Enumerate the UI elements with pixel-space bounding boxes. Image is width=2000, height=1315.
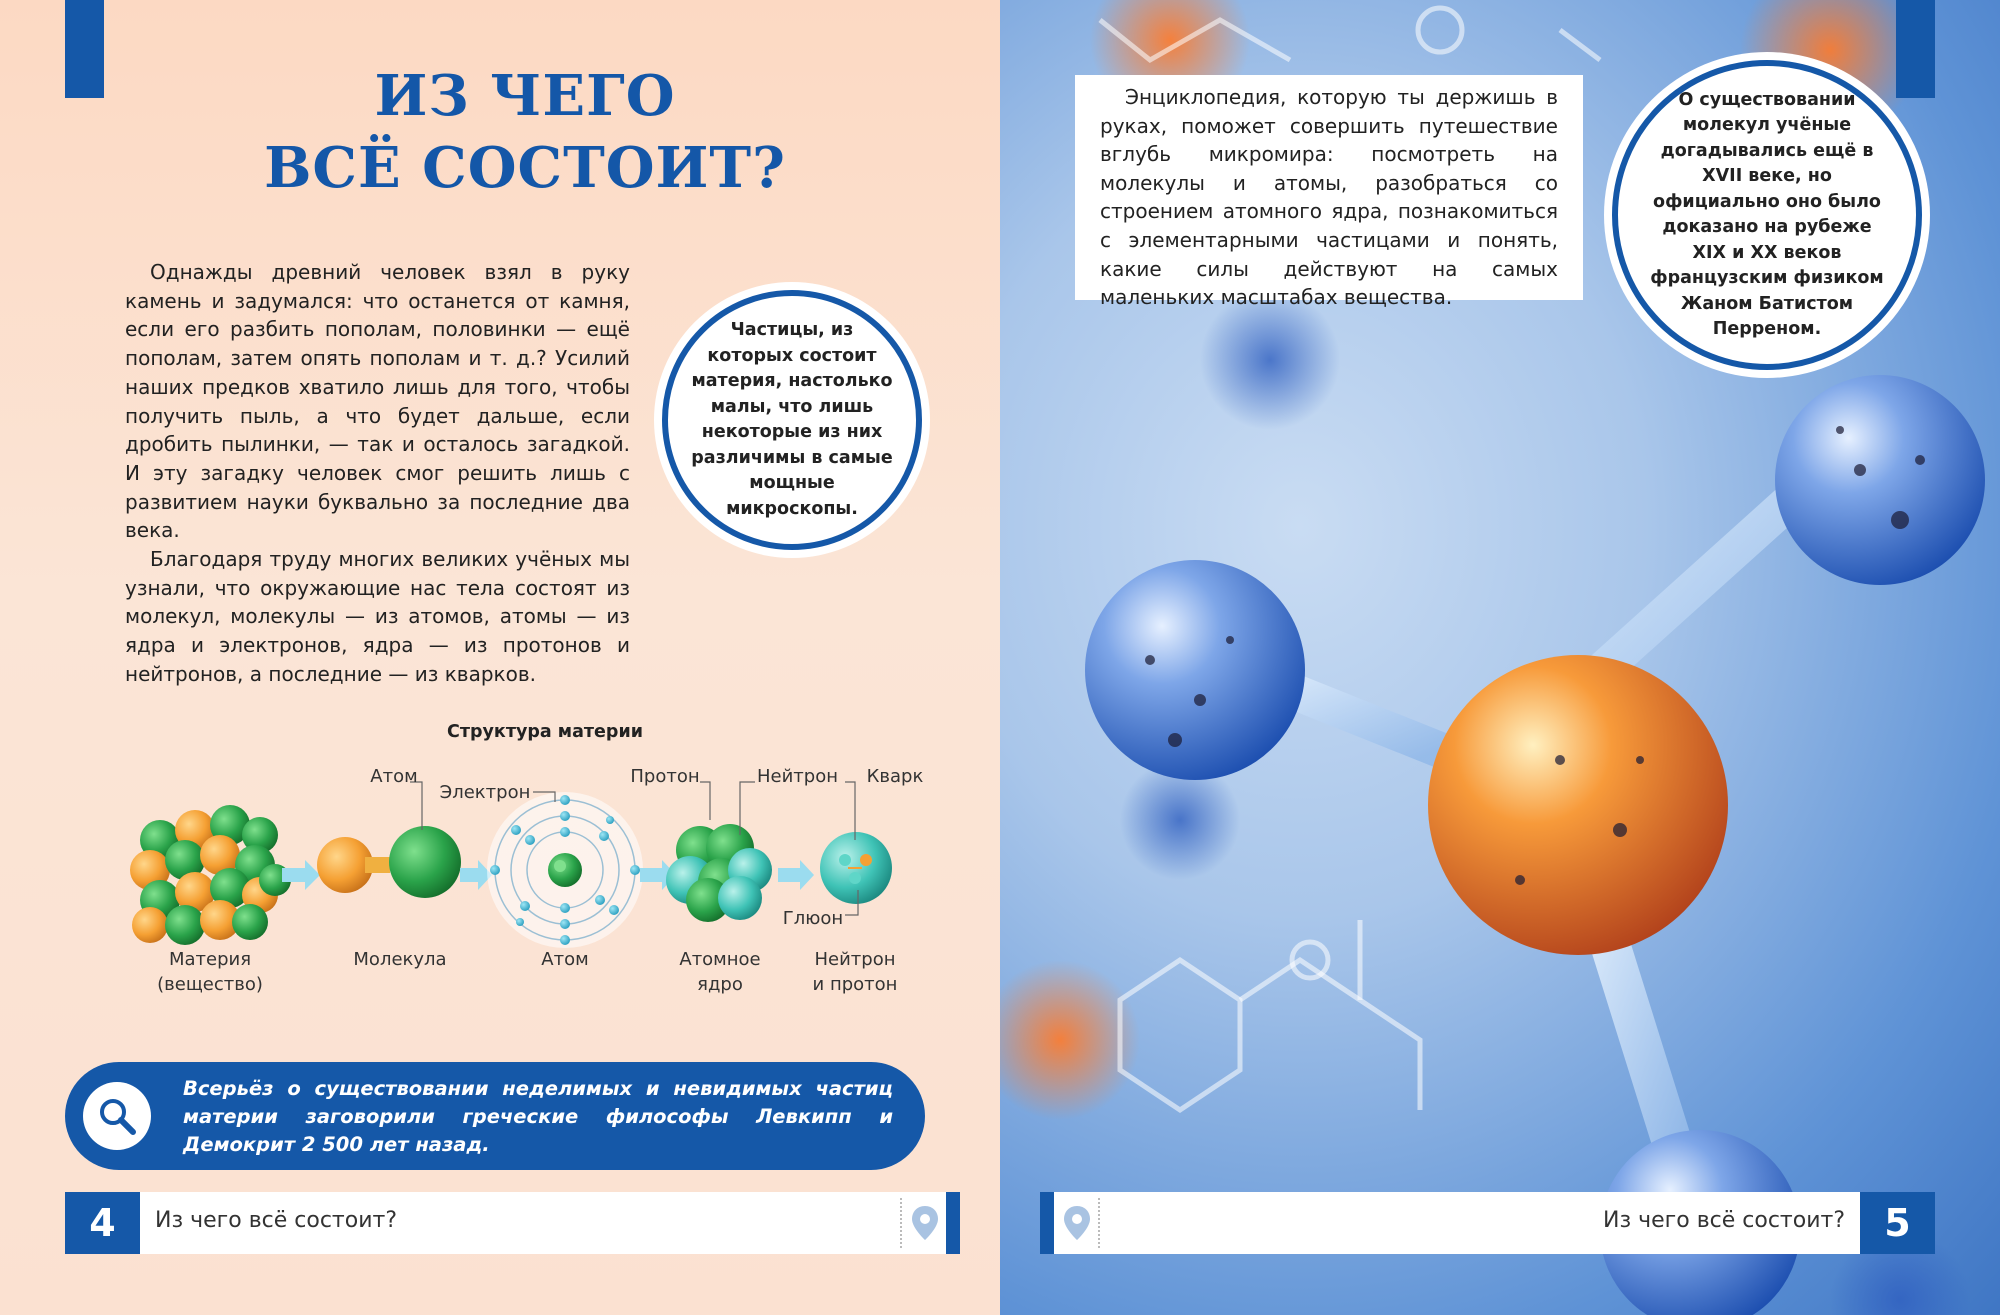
page-number-right: 5 [1860, 1192, 1935, 1254]
label-nucleus-line1: Атомное [679, 949, 761, 970]
paragraph-1: Однажды древний человек взял в руку камень и задумался: что останется от камня, если его разбить пополам, половинки — ещё пополам, затем опять пополам и т. д.? Усилий наших предков хватило лишь для того, чтобы получить пыль, а что будет дальше, если дробить пылинки, — так и осталось загадкой. И эту загадку человек смог решить лишь с развитием науки буквально за последние два века. [125, 260, 630, 543]
page-number-left: 4 [65, 1192, 140, 1254]
info-bubble [662, 290, 922, 550]
label-matter [145, 947, 275, 997]
label-atom-bottom: Атом [541, 949, 589, 970]
footer-end-cap [946, 1192, 960, 1254]
label-electron: Электрон [439, 782, 531, 803]
fact-bar [65, 1062, 925, 1170]
proton-shape [820, 832, 892, 904]
label-nucleus [665, 947, 775, 997]
corner-tab [65, 0, 104, 98]
corner-tab [1896, 0, 1935, 98]
label-quark: Кварк [866, 766, 924, 787]
matter-structure-diagram [110, 700, 940, 1020]
molecule-shape [317, 826, 461, 898]
arrow-4 [778, 860, 814, 890]
label-atom-top: Атом [370, 766, 418, 787]
paragraph-2: Благодаря труду многих великих учёных мы узнали, что окружающие нас тела состоят из молекул, молекулы — из атомов, атомы — из ядра и электронов, ядра — из протонов и нейтронов, а последние — из кварков. [125, 547, 630, 686]
map-pin-icon [1062, 1204, 1092, 1242]
matter-cluster [130, 805, 291, 945]
fact-text: Всерьёз о существовании неделимых и невидимых частиц материи заговорили греческие философы Левкипп и Демокрит 2 500 лет назад. [183, 1077, 893, 1156]
footer-divider [1098, 1198, 1100, 1248]
label-neutron: Нейтрон [757, 766, 838, 787]
intro-text: Энциклопедия, которую ты держишь в руках, поможет совершить путешествие вглубь микромира: посмотреть на молекулы и атомы, разобраться со строением атомного ядра, познакомиться с элементарными частицами и понять, какие силы действуют на самых маленьких масштабах вещества. [1100, 85, 1558, 310]
info-bubble-right [1612, 60, 1922, 370]
info-bubble-text: Частицы, из которых состоит материя, настолько малы, что лишь некоторые из них различимы в самые мощные микроскопы. [691, 320, 893, 519]
title-line-2: ВСЁ СОСТОИТ? [264, 135, 786, 201]
nucleus-shape [666, 824, 772, 922]
label-matter-line1: Материя [168, 949, 252, 970]
footer-divider [900, 1198, 902, 1248]
footer-title-right: Из чего всё состоит? [1603, 1208, 1845, 1233]
label-neutron-proton-line2: и протон [812, 974, 898, 995]
info-bubble-right-text: О существовании молекул учёные догадывались ещё в XVII веке, но официально оно было доказано на рубеже XIX и XX веков французским физиком Жаном Батистом Перреном. [1650, 89, 1884, 339]
label-neutron-proton [800, 947, 910, 997]
diagram-title: Структура материи [447, 722, 643, 742]
page-title [230, 60, 820, 204]
right-page [1000, 0, 2000, 1315]
label-proton: Протон [630, 766, 700, 787]
footer-bar-left [65, 1192, 960, 1254]
footer-end-cap [1040, 1192, 1054, 1254]
body-text [125, 258, 630, 689]
map-pin-icon [910, 1204, 940, 1242]
label-matter-line2: (вещество) [157, 974, 263, 995]
label-nucleus-line2: ядро [697, 974, 743, 995]
footer-bar-right [1040, 1192, 1935, 1254]
label-molecule: Молекула [353, 949, 447, 970]
intro-box [1075, 75, 1583, 310]
footer-title-left: Из чего всё состоит? [155, 1208, 397, 1233]
title-line-1: ИЗ ЧЕГО [374, 63, 676, 129]
label-gluon: Глюон [782, 908, 844, 929]
label-neutron-proton-line1: Нейтрон [814, 949, 896, 970]
magnifier-icon [83, 1082, 151, 1150]
atom-shape [487, 792, 643, 948]
